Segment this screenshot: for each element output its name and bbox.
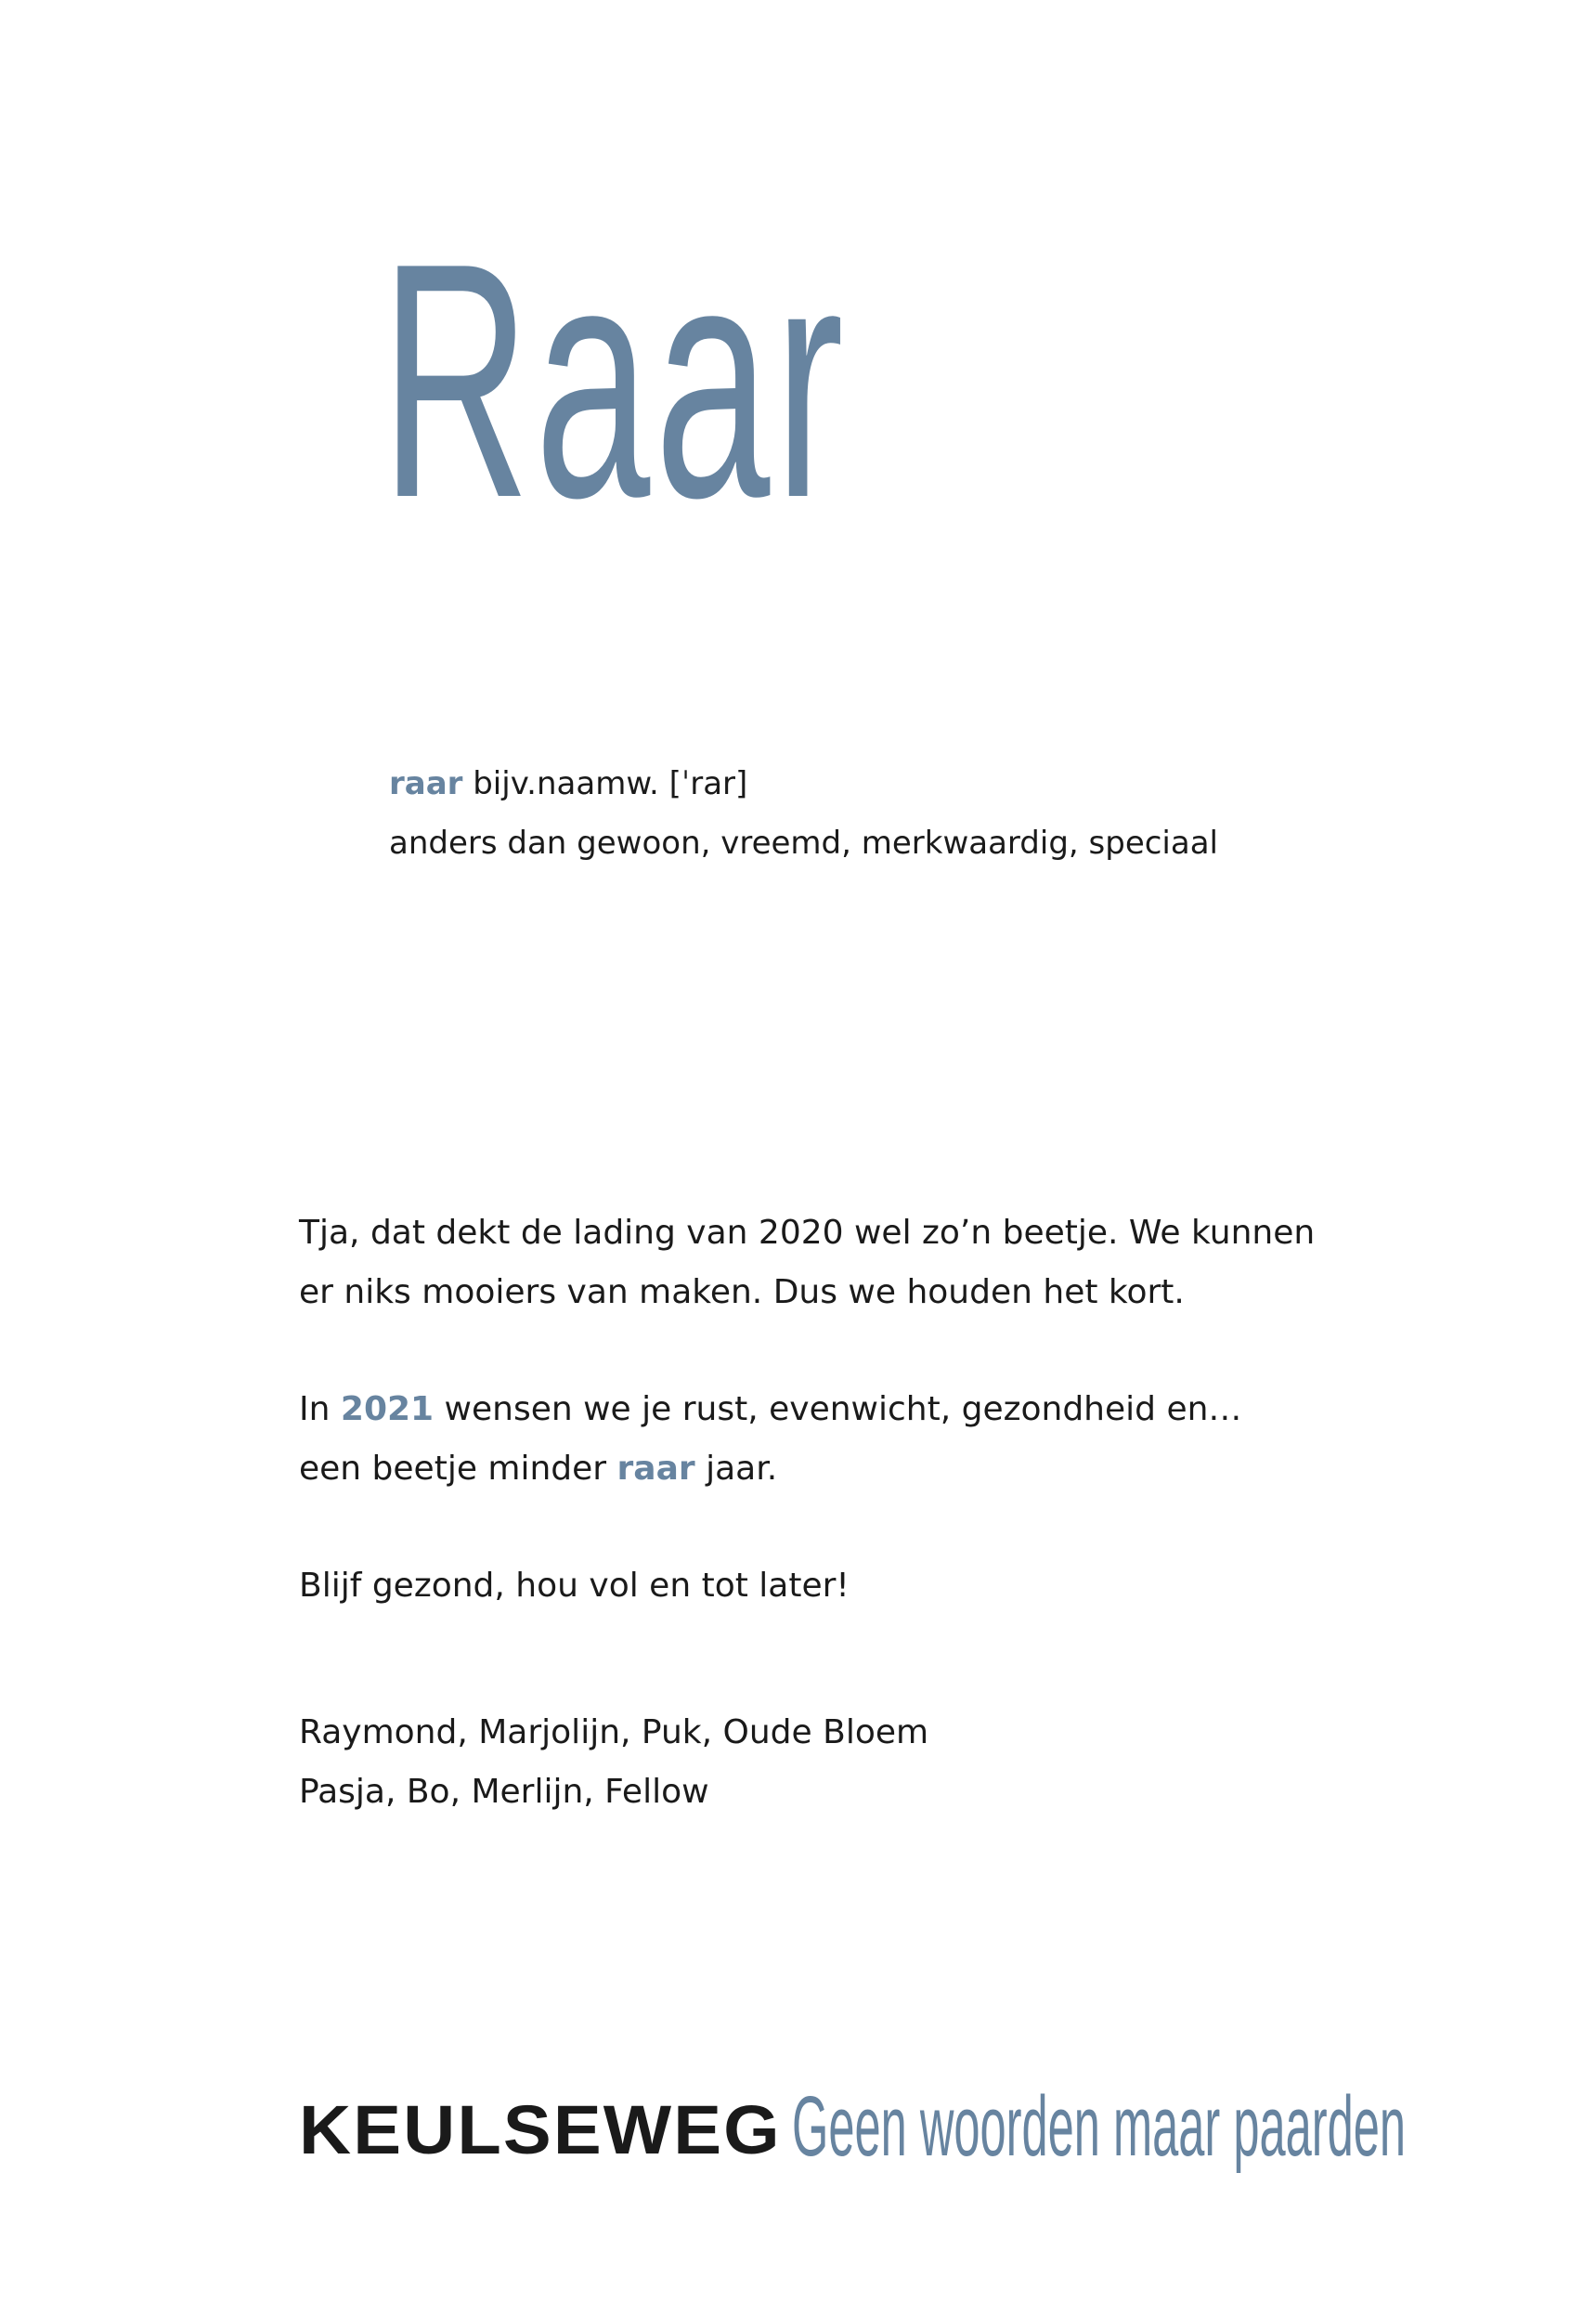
paragraph-1-line-1: Tja, dat dekt de lading van 2020 wel zo’n beetje. We kunnen <box>299 1214 1316 1252</box>
definition-meaning: anders dan gewoon, vreemd, merkwaardig, speciaal <box>389 825 1218 862</box>
signature-line-1: Raymond, Marjolijn, Puk, Oude Bloem <box>299 1713 929 1751</box>
brand-tagline: Geen woorden maar paarden <box>791 2079 1406 2174</box>
paragraph-2-prefix: In <box>299 1390 341 1428</box>
paragraph-2-line-2-prefix: een beetje minder <box>299 1450 617 1488</box>
definition-headline-line <box>389 754 1218 813</box>
brand-logo: KEULSEWEG <box>299 2091 782 2168</box>
paragraph-2-line-2-suffix: jaar. <box>694 1450 778 1488</box>
definition-headword: raar <box>389 765 463 802</box>
paragraph-2-line-1 <box>299 1380 1315 1439</box>
definition-pos: bijv.naamw. [ˈrar] <box>462 765 748 802</box>
dictionary-definition <box>389 754 1218 873</box>
signature-line-2: Pasja, Bo, Merlijn, Fellow <box>299 1773 709 1811</box>
paragraph-1-line-2: er niks mooiers van maken. Dus we houden het kort. <box>299 1273 1185 1311</box>
footer-branding <box>299 2079 1596 2190</box>
highlight-year: 2021 <box>340 1390 435 1428</box>
paragraph-3: Blijf gezond, hou vol en tot later! <box>299 1567 850 1605</box>
greeting-message <box>299 1204 1315 1822</box>
paragraph-2-rest: wensen we je rust, evenwicht, gezondheid en… <box>434 1390 1242 1428</box>
highlight-word: raar <box>616 1450 695 1488</box>
page-title: Raar <box>381 194 849 567</box>
paragraph-2-line-2 <box>299 1439 1315 1499</box>
